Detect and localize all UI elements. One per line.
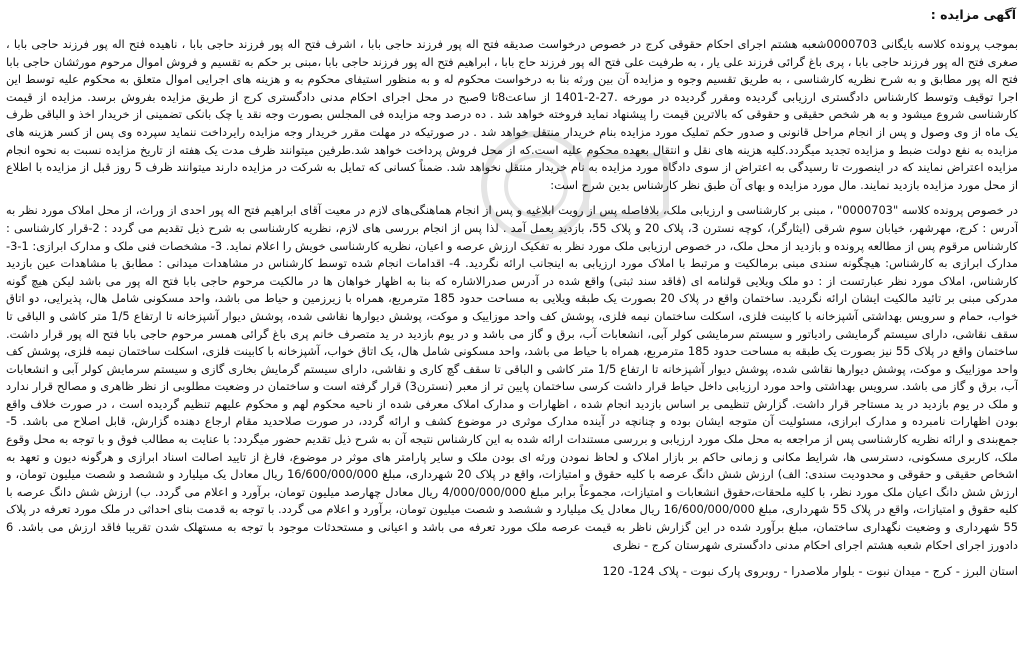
notice-document [6,6,1018,662]
expert-report-paragraph: در خصوص پرونده کلاسه "0000703" ، مبنی بر کارشناسی و ارزیابی ملک، بلافاصله پس از رویت ابلاغیه و پس از انجام هماهنگی‌های لازم در معیت آقای ابراهیم فتح اله پور احدی از وراث، از محل املاک مورد نظر به آدرس : کرج، مهرشهر، خیابان سوم شرقی (ایثارگر)، کوچه نسترن 3، پلاک 20 و پلاک 55، بازدید بعمل آمد . لذا پس از انجام بررسی های لازم، نظریه کارشناسی به شرح ذیل تقدیم می گردد : 2-قرار کارشناسی : کارشناس مرقوم پس از مطالعه پرونده و بازدید از محل ملک، در خصوص ارزیابی ملک مورد نظر به تفکیک ارزش عرصه و اعیان، نظریه کارشناسی خویش را اعلام نماید. 3- مشخصات فنی ملک و مدارک ابرازی: 1-3- مدارک ابرازی به کارشناس: هیچگونه سندی مبنی برمالکیت و مرتبط با املاک مورد ارزیابی به اینجانب ارائه نگردید. 4- اقدامات انجام شده توسط کارشناس در مشاهدات میدانی : مطابق با مشاهدات عین بازدید کارشناس، املاک مورد نظر عبارتست از : دو ملک ویلایی قولنامه ای (فاقد سند ثبتی) واقع شده در آدرس صدرالاشاره که بنا به اظهار خواهان ها در مالکیت مرحوم حاجی بابا فتح اله پور می باشد لیکن هیچ گونه مدرکی مبنی بر تائید مالکیت ایشان ارائه نگردید. ساختمان واقع در پلاک 20 بصورت یک طبقه ویلایی به مساحت حدود 185 مترمربع، همراه با زیرزمین و حیاط می باشد، واحد مسکونی شامل هال، پذیرایی، دو اتاق خواب، حمام و سرویس بهداشتی آشپزخانه با کابینت فلزی، اسکلت ساختمان نیمه فلزی، پوشش کف واحد موزاییک و موکت، پوشش دیوارها نقاشی شده، پوشش دیوار آشپزخانه تا ارتفاع 1/5 متر کاشی و الباقی تا سقف نقاشی، دارای سیستم گرمایشی رادیاتور و سیستم سرمایشی کولر آبی، انشعابات آب، برق و گاز می باشد و در یوم بازدید در ید متصرف خانم پری باغ گرائی همسر مرحوم حاجی بابا فتح اله پور قرار داشت. ساختمان واقع در پلاک 55 نیز بصورت یک طبقه به مساحت حدود 185 مترمربع، همراه با حیاط می باشد، واحد مسکونی شامل هال، یک اتاق خواب، آشپزخانه با کابینت فلزی، اسکلت ساختمان نیمه فلزی، پوشش کف واحد موزاییک و موکت، پوشش دیوارها نقاشی شده، پوشش دیوار آشپزخانه تا ارتفاع 1/5 متر کاشی و الباقی تا سقف گچ کاری و نقاشی، دارای سیستم گرمایش بخاری گازی و سیستم سرمایش کولر آبی و انشعابات آب، برق و گاز می باشد. سرویس بهداشتی واحد مورد ارزیابی داخل حیاط قرار داشت کرسی ساختمان پایین تر از معبر (نسترن3) قرار گرفته است و ساختمان در وضعیت مطلوبی از نظر ظاهری و مصالح قرار ندارد و ملک در یوم بازدید در ید مستاجر قرار داشت. گزارش تنظیمی بر اساس بازدید انجام شده ، اظهارات و مدارک املاک معرفی شده از ناحیه محکوم لهم و محکوم علیهم تنظیم گردیده است ، در صورت خلاف واقع بودن اظهارات نامبرده و مدارک ابرازی، مسئولیت آن متوجه ایشان بوده و چنانچه در آینده مدارک موثری در موضوع کشف و ارائه گردد، در صورت صلاحدید مقام ارجاع دهنده گزارش، قابل اصلاح می باشد. 5- جمع‌بندی و ارائه نظریه کارشناسی پس از مراجعه به محل ملک مورد ارزیابی و بررسی مستندات ارائه شده به این کارشناس نتیجه آن به شرح ذیل تقدیم حضور میگردد: با عنایت به مطالب فوق و با توجه به محل وقوع ملک، کاربری مسکونی، دسترسی ها، شرایط مکانی و زمانی حاکم بر بازار املاک و لحاظ نمودن ورثه ای بودن ملک و سایر پارامتر های موثر در موضوع، فارغ از تایید اصالت اسناد ابرازی و هرگونه دیون و تعهد به اشخاص حقیقی و حقوقی و محدودیت سندی: الف) ارزش شش دانگ عرصه با کلیه حقوق و امتیازات، واقع در پلاک 20 شهرداری، مبلغ 16/600/000/000 ریال معادل یک میلیارد و ششصد و شصت میلیون تومان، و ارزش شش دانگ اعیان ملک مورد نظر، با کلیه ملحقات،حقوق انشعابات و امتیازات، مجموعاً برابر مبلغ 4/000/000/000 ریال معادل چهارصد میلیون تومان، برآورد و اعلام می گردد. ب) ارزش شش دانگ عرصه با کلیه حقوق و امتیازات، واقع در پلاک 55 شهرداری، مبلغ 16/600/000/000 ریال معادل یک میلیارد و ششصد و شصت میلیون تومان، برآورد و اعلام می گردد. با توجه به قدمت بنای احداثی در ملک مورد تعرفه در پلاک 55 شهرداری و وضعیت نگهداری ساختمان، مبلغ برآورد شده در این گزارش ناظر به قیمت عرصه ملک مورد تعرفه می باشد و اعیانی و مستحدثات موجود با توجه به مستهلک شدن تقریبا فاقد ارزش می باشد. 6 دادورز اجرای احکام شعبه هشتم اجرای احکام مدنی دادگستری شهرستان کرج - نظری [6,203,1018,552]
address-footer: استان البرز - کرج - میدان نبوت - بلوار ملاصدرا - روبروی پارک نبوت - پلاک 124- 120 [602,564,1018,579]
auction-terms-paragraph: بموجب پرونده کلاسه بایگانی 0000703شعبه هشتم اجرای احکام حقوقی کرج در خصوص درخواست صدیقه فتح اله پور فرزند حاجی بابا ، اشرف فتح اله پور فرزند حاجی بابا ، ناهیده فتح اله پور فرزند حاجی بابا ، صغری فتح اله پور فرزند حاجی بابا ، پری باغ گرائی فرزند علی یار ، به طرفیت علی فتح اله پور فرزند حاج بابا ، ابراهیم فتح اله پور فرزند حاجی بابا ،مبنی بر حکم به تقسیم و فروش اموال مرحوم مورثشان حاجی بابا فتح اله پور مطابق و به شرح نظریه کارشناسی ، به طریق تقسیم وجوه و مزایده آن بین ورثه بنا به درخواست محکوم له و به منظور استیفای محکوم به و هزینه های اجرایی اموال متعلق به محکوم علیه توسط این اجرا توقیف وتوسط کارشناس دادگستری ارزیابی گردیده ومقرر گردیده در مورخه .27-2-1401 از ساعت8تا 9صبح در محل اجرای احکام مدنی دادگستری کرج از طریق مزایده بفروش برسد. مزایده از قیمت کارشناسی شروع میشود و به هر شخص حقیقی و حقوقی که بالاترین قیمت را پیشنهاد نماید فروخته خواهد شد . ده درصد وجه مزایده فی المجلس بصورت وجه نقد یا چک بانکی تضمینی از خریدار اخذ و الباقی ظرف یک ماه از وی وصول و پس از انجام مراحل قانونی و صدور حکم تملیک مورد مزایده بنام خریدار منتقل خواهد شد . در صورتیکه در مهلت مقرر خریدار وجه مزایده رایرداخت ننماید سپرده وی پس از کسر هزینه های مزایده به نفع دولت ضبط و مزایده تجدید میگردد.کلیه هزینه های نقل و انتقال بعهده محکوم علیه است.که از محل فروش پرداخت خواهد شد.طرفین میتوانند ظرف مدت یک هفته از تاریخ مزایده نسبت به نحوه انجام مزایده اعتراض نمایند که در اینصورت تا رسیدگی به اعتراض از سوی دادگاه مورد مزایده به نام خریدار منتقل نخواهد شد. ضمناً کسانی که تمایل به شرکت در مزایده دارند میتوانند ظرف 5 روز قبل از مزایده با اطلاع از محل مورد مزایده بازدید نمایند. مال مورد مزایده و بهای آن طبق نظر کارشناس بدین شرح است: [6,37,1018,192]
notice-heading: آگهی مزایده : [930,7,1016,22]
